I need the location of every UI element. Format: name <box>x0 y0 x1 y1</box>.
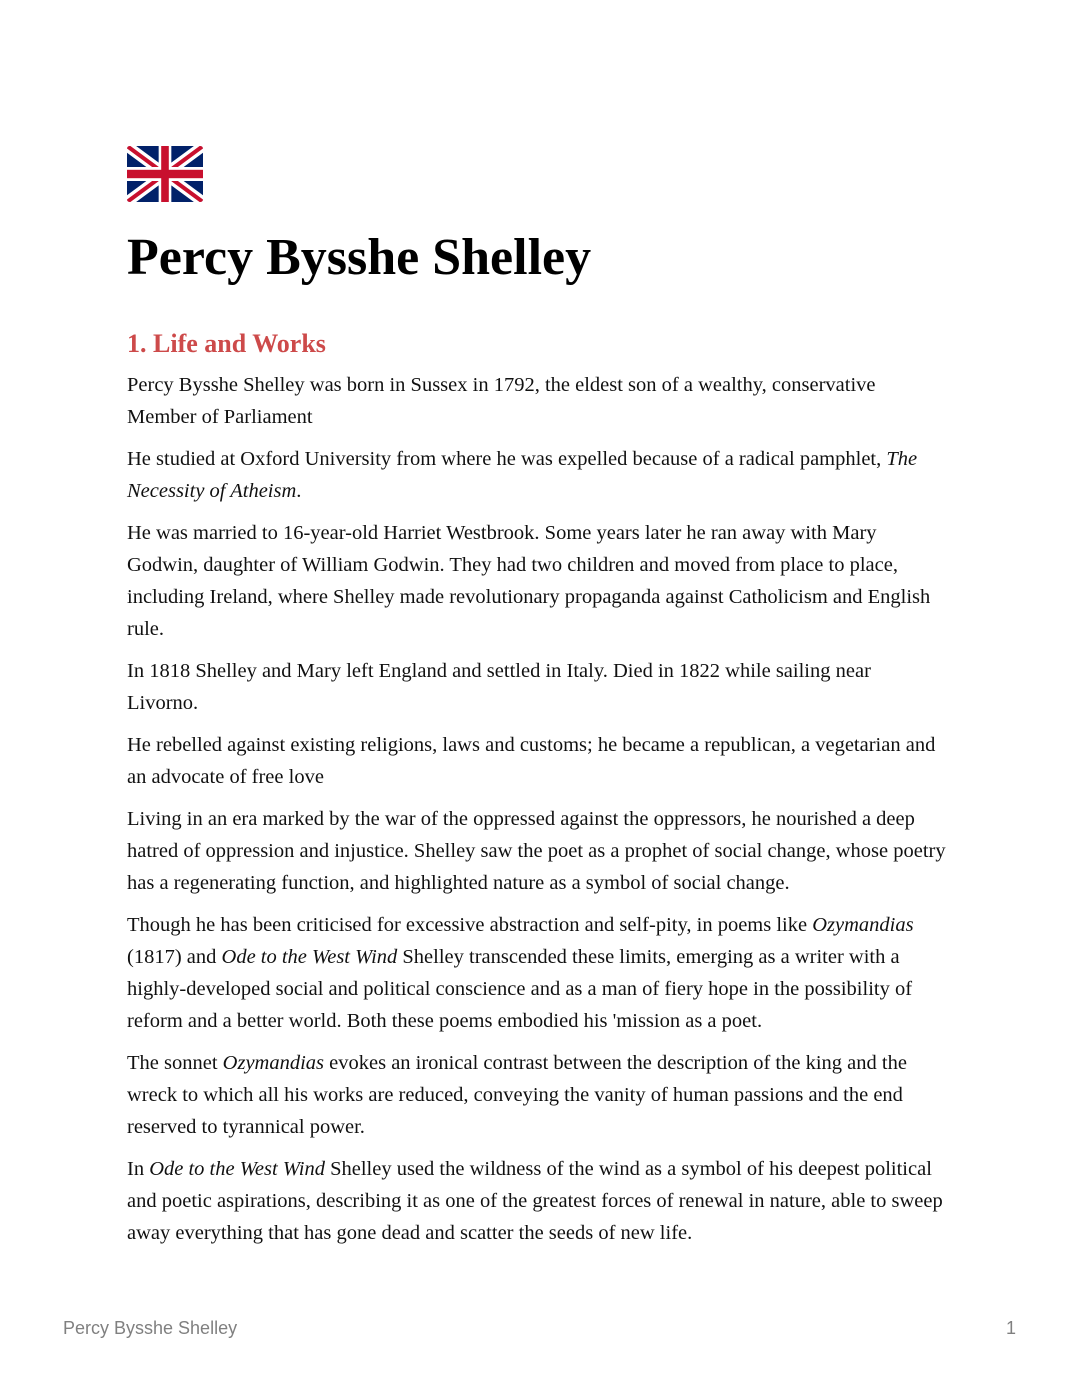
document-page <box>127 146 947 1259</box>
text-run: The sonnet <box>127 1052 223 1074</box>
section-heading: 1. Life and Works <box>127 329 326 358</box>
page-title: Percy Bysshe Shelley <box>127 229 592 286</box>
text-run: Shelley used the wildness of the wind as a symbol of his deepest political and poetic aspirations, describing it as one of the greatest forces of renewal in nature, able to sweep away everything that has gone dead and scatter the seeds of new life. <box>127 1158 943 1244</box>
paragraph <box>127 1047 947 1143</box>
italic-title: The Necessity of Atheism <box>127 448 918 502</box>
paragraph <box>127 729 947 793</box>
italic-title: Ozymandias <box>222 1052 325 1074</box>
italic-title: Ode to the West Wind <box>149 1158 325 1180</box>
text-run: Shelley transcended these limits, emerging as a writer with a highly-developed social and political conscience and as a man of fiery hope in the possibility of reform and a better world. Both these poems embodied his 'mission as a poet. <box>127 946 913 1032</box>
union-jack-flag-icon <box>127 146 203 202</box>
text-run: . <box>296 480 302 502</box>
text-run: (1817) and <box>127 946 222 968</box>
italic-title: Ozymandias <box>812 914 914 936</box>
text-run: Percy Bysshe Shelley was born in Sussex in 1792, the eldest son of a wealthy, conservative Member of Parliament <box>127 374 876 428</box>
text-run: Though he has been criticised for excessive abstraction and self-pity, in poems like <box>127 914 813 936</box>
text-run: In <box>127 1158 150 1180</box>
text-run: He rebelled against existing religions, laws and customs; he became a republican, a vegetarian and an advocate of free love <box>127 734 936 788</box>
italic-title: Ode to the West Wind <box>221 946 398 968</box>
paragraph <box>127 803 947 899</box>
text-run: He was married to 16-year-old Harriet Westbrook. Some years later he ran away with Mary Godwin, daughter of William Godwin. They had two children and moved from place to place, including Ireland, where Shelley made revolutionary propaganda against Catholicism and English rule. <box>127 522 931 640</box>
paragraph <box>127 655 947 719</box>
body-text <box>127 369 947 1249</box>
paragraph <box>127 443 947 507</box>
footer-page-number: 1 <box>1005 1318 1016 1338</box>
text-run: In 1818 Shelley and Mary left England and settled in Italy. Died in 1822 while sailing near Livorno. <box>127 660 871 714</box>
text-run: evokes an ironical contrast between the description of the king and the wreck to which all his works are reduced, conveying the vanity of human passions and the end reserved to tyrannical power. <box>127 1052 907 1138</box>
paragraph <box>127 1153 947 1249</box>
text-run: Living in an era marked by the war of the oppressed against the oppressors, he nourished a deep hatred of oppression and injustice. Shelley saw the poet as a prophet of social change, whose poetry has a regenerating function, and highlighted nature as a symbol of social change. <box>127 808 946 894</box>
paragraph <box>127 909 947 1037</box>
footer-document-title: Percy Bysshe Shelley <box>63 1318 238 1338</box>
paragraph <box>127 369 947 433</box>
text-run: He studied at Oxford University from where he was expelled because of a radical pamphlet, <box>127 448 887 470</box>
paragraph <box>127 517 947 645</box>
